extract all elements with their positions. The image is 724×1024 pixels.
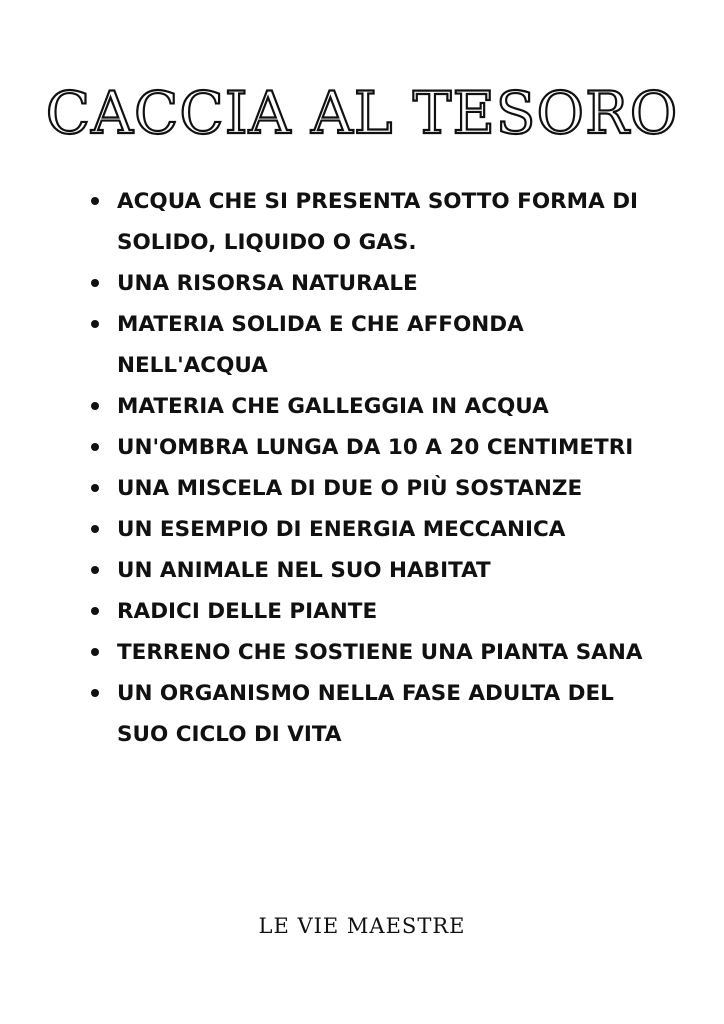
list-item: [86, 263, 646, 304]
list-item-text: UN ORGANISMO NELLA FASE ADULTA DEL SUO CICLO DI VITA: [117, 681, 614, 747]
footer-brand: LE VIE MAESTRE: [258, 914, 466, 938]
list-item-text: UNA RISORSA NATURALE: [117, 271, 418, 296]
bullet-icon: [91, 197, 99, 205]
list-item: [86, 550, 646, 591]
bullet-icon: [91, 279, 99, 287]
list-item: [86, 509, 646, 550]
list-item-text: ACQUA CHE SI PRESENTA SOTTO FORMA DI SOLIDO, LIQUIDO O GAS.: [117, 189, 639, 255]
list-item-text: UN'OMBRA LUNGA DA 10 A 20 CENTIMETRI: [117, 435, 634, 460]
page-title: CACCIA AL TESORO: [45, 79, 679, 147]
list-item: [86, 304, 646, 386]
bullet-icon: [91, 607, 99, 615]
list-item: [86, 427, 646, 468]
bullet-icon: [91, 566, 99, 574]
bullet-icon: [91, 484, 99, 492]
list-item: [86, 673, 646, 755]
bullet-icon: [91, 443, 99, 451]
treasure-hunt-list: [86, 181, 646, 755]
bullet-icon: [91, 648, 99, 656]
list-item: [86, 181, 646, 263]
list-item: [86, 468, 646, 509]
list-item-text: UNA MISCELA DI DUE O PIÙ SOSTANZE: [117, 476, 583, 501]
list-item-text: MATERIA SOLIDA E CHE AFFONDA NELL'ACQUA: [117, 312, 524, 378]
bullet-icon: [91, 402, 99, 410]
bullet-icon: [91, 689, 99, 697]
bullet-icon: [91, 320, 99, 328]
list-item-text: TERRENO CHE SOSTIENE UNA PIANTA SANA: [117, 640, 643, 665]
list-item: [86, 386, 646, 427]
list-item: [86, 591, 646, 632]
list-item-text: RADICI DELLE PIANTE: [117, 599, 378, 624]
list-item-text: UN ANIMALE NEL SUO HABITAT: [117, 558, 491, 583]
list-item-text: MATERIA CHE GALLEGGIA IN ACQUA: [117, 394, 549, 419]
bullet-icon: [91, 525, 99, 533]
list-item: [86, 632, 646, 673]
list-item-text: UN ESEMPIO DI ENERGIA MECCANICA: [117, 517, 566, 542]
